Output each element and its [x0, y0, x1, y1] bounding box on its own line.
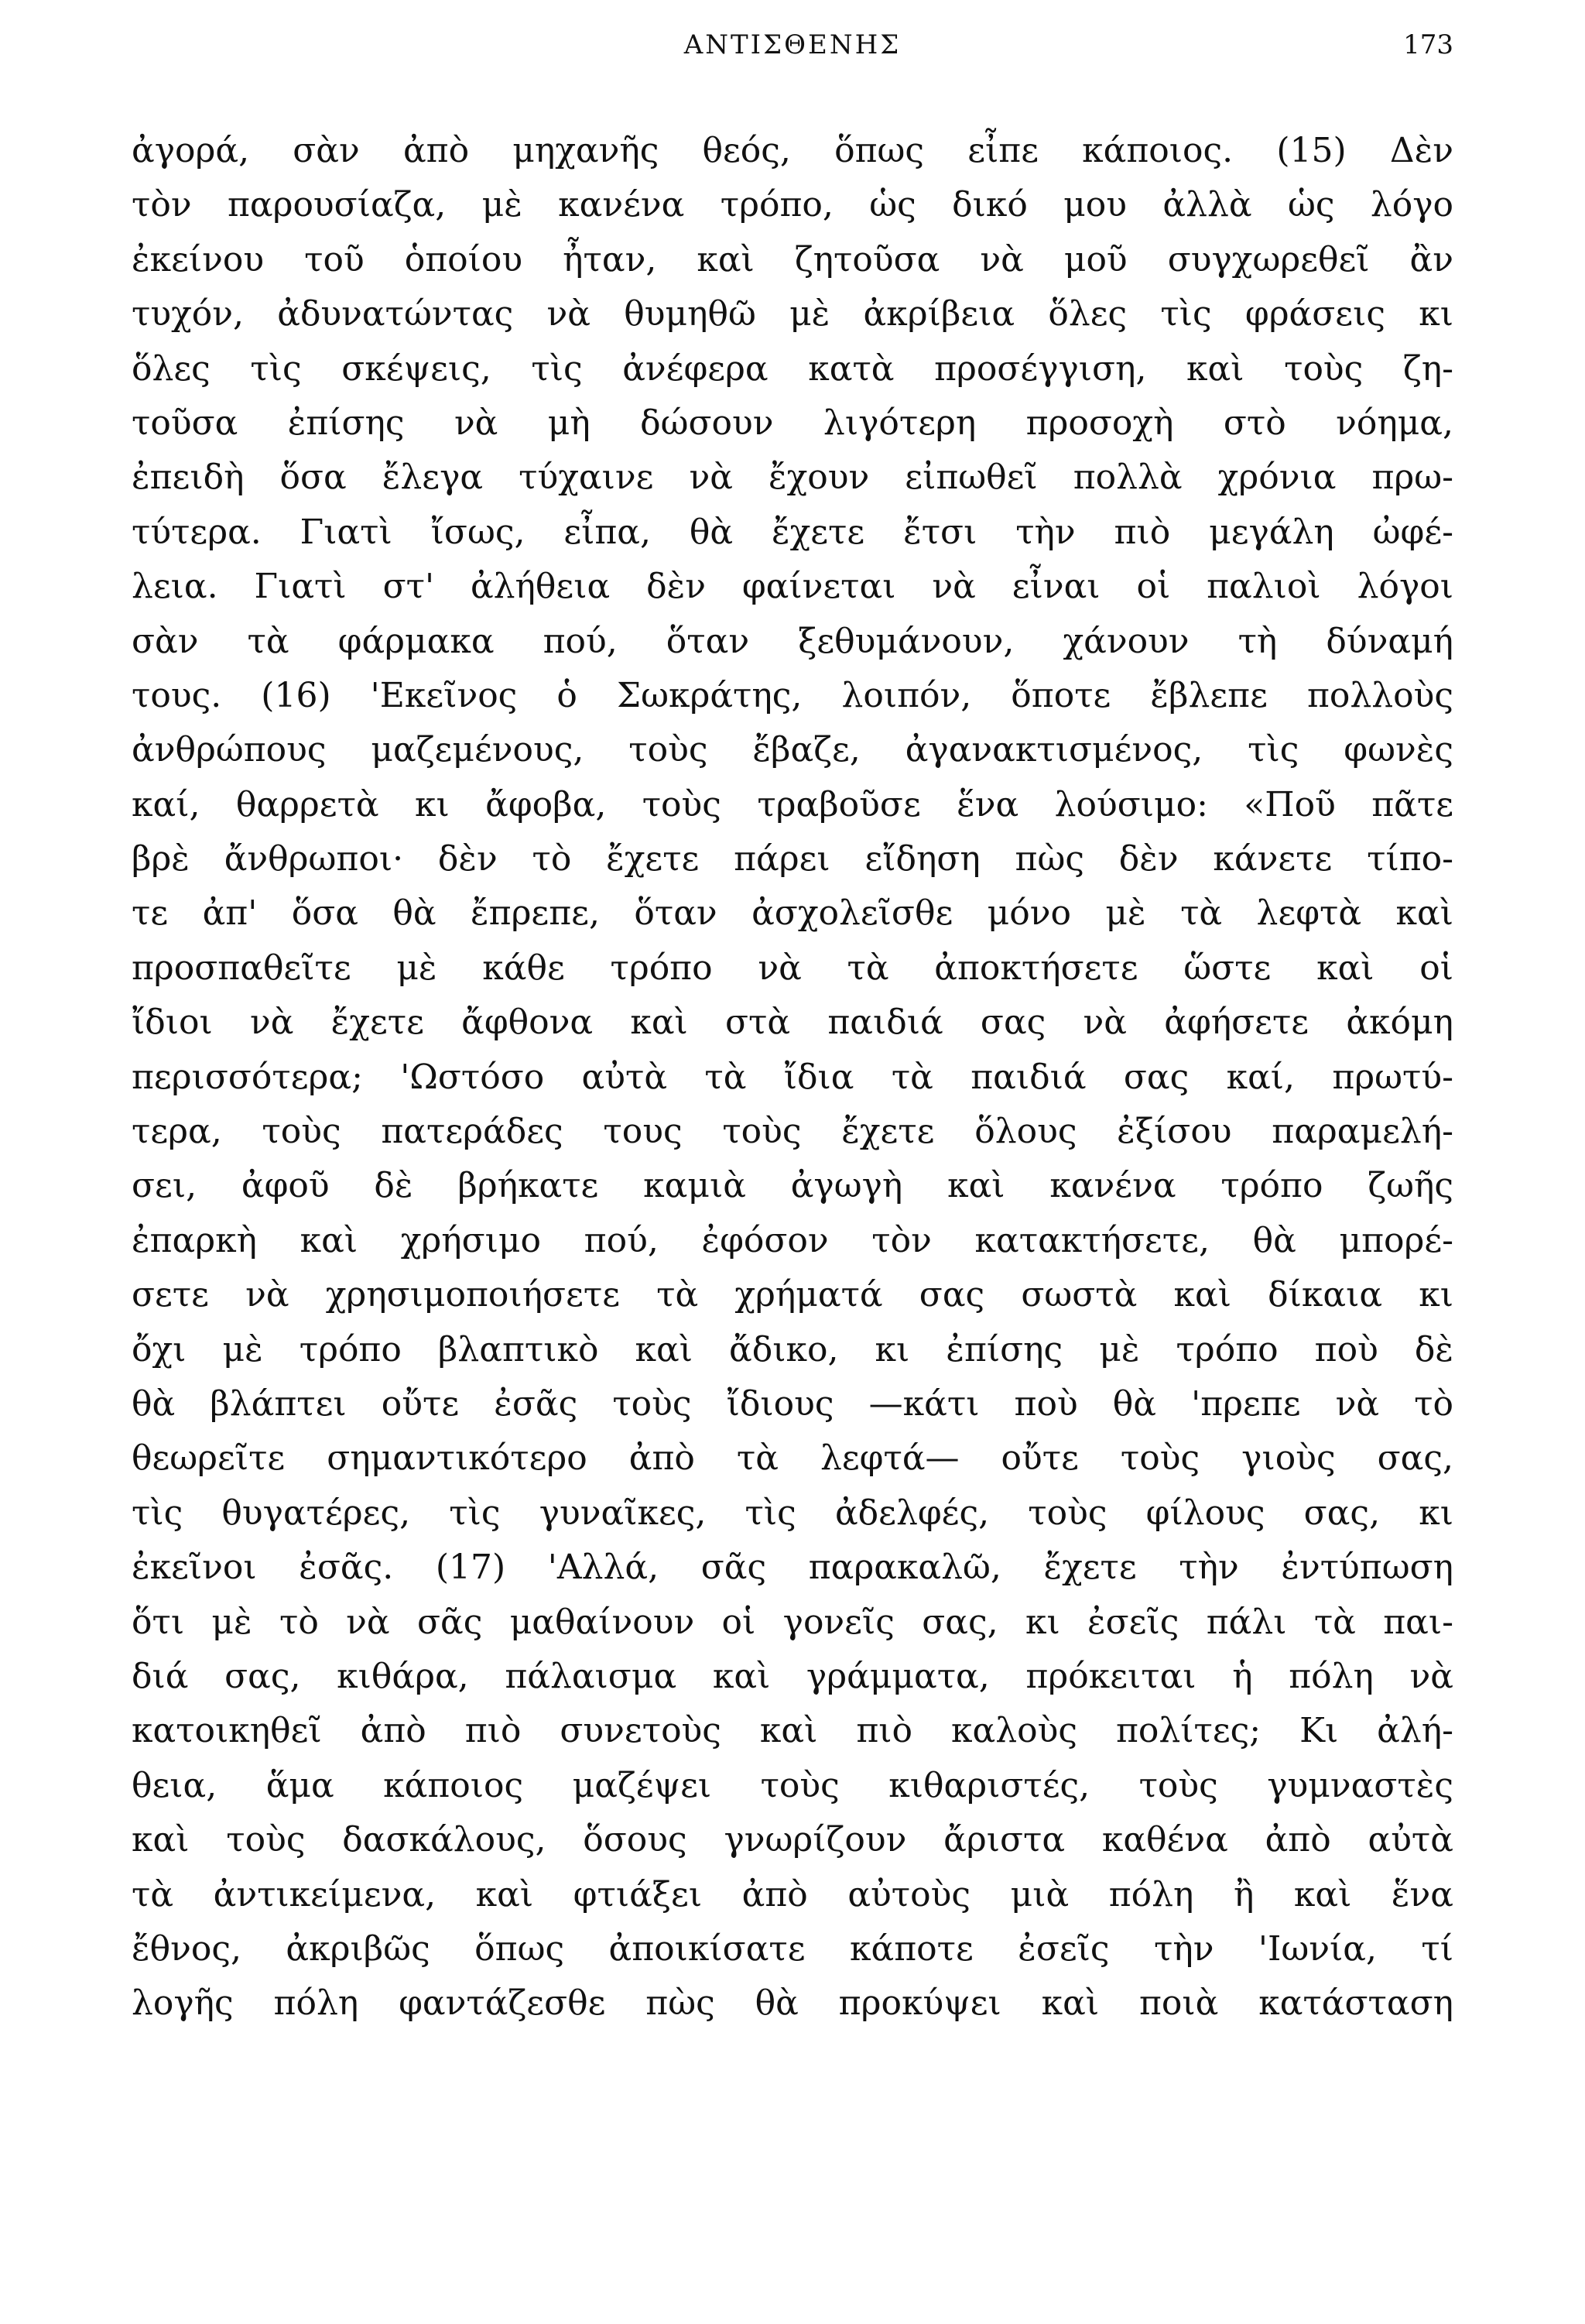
text-line: θὰ βλάπτει οὔτε ἐσᾶς τοὺς ἴδιους —κάτι ποὺ θὰ 'πρεπε νὰ τὸ: [132, 1383, 1453, 1424]
page-number: 173: [1403, 29, 1453, 60]
text-line: ἐκείνου τοῦ ὁποίου ἦταν, καὶ ζητοῦσα νὰ μοῦ συγχωρεθεῖ ἂν: [132, 239, 1453, 279]
text-line: καί, θαρρετὰ κι ἄφοβα, τοὺς τραβοῦσε ἕνα λούσιμο: «Ποῦ πᾶτε: [132, 784, 1453, 824]
text-line: θεωρεῖτε σημαντικότερο ἀπὸ τὰ λεφτά— οὔτε τοὺς γιοὺς σας,: [132, 1438, 1453, 1479]
text-line: τὰ ἀντικείμενα, καὶ φτιάξει ἀπὸ αὐτοὺς μιὰ πόλη ἢ καὶ ἕνα: [132, 1874, 1453, 1914]
body-text: [132, 124, 1453, 2031]
text-line: λογῆς πόλη φαντάζεσθε πὼς θὰ προκύψει καὶ ποιὰ κατάσταση: [132, 1983, 1453, 2024]
text-line: ἐπειδὴ ὅσα ἔλεγα τύχαινε νὰ ἔχουν εἰπωθεῖ πολλὰ χρόνια πρω-: [132, 458, 1453, 498]
text-line: τυχόν, ἀδυνατώντας νὰ θυμηθῶ μὲ ἀκρίβεια ὅλες τὶς φράσεις κι: [132, 294, 1453, 334]
text-line: βρὲ ἄνθρωποι· δὲν τὸ ἔχετε πάρει εἴδηση πὼς δὲν κάνετε τίπο-: [132, 839, 1453, 879]
text-line: κατοικηθεῖ ἀπὸ πιὸ συνετοὺς καὶ πιὸ καλοὺς πολίτες; Κι ἀλή-: [132, 1711, 1453, 1751]
text-line: τὶς θυγατέρες, τὶς γυναῖκες, τὶς ἀδελφές, τοὺς φίλους σας, κι: [132, 1493, 1453, 1533]
text-line: τε ἀπ' ὅσα θὰ ἔπρεπε, ὅταν ἀσχολεῖσθε μόνο μὲ τὰ λεφτὰ καὶ: [132, 893, 1453, 934]
text-line: ἐκεῖνοι ἐσᾶς. (17) 'Αλλά, σᾶς παρακαλῶ, ἔχετε τὴν ἐντύπωση: [132, 1548, 1453, 1588]
text-line: τὸν παρουσίαζα, μὲ κανένα τρόπο, ὡς δικό μου ἀλλὰ ὡς λόγο: [132, 185, 1453, 225]
text-line: τους. (16) 'Εκεῖνος ὁ Σωκράτης, λοιπόν, ὅποτε ἔβλεπε πολλοὺς: [132, 675, 1453, 715]
text-line: σὰν τὰ φάρμακα πού, ὅταν ξεθυμάνουν, χάνουν τὴ δύναμή: [132, 621, 1453, 661]
text-line: ἔθνος, ἀκριβῶς ὅπως ἀποικίσατε κάποτε ἐσεῖς τὴν 'Ιωνία, τί: [132, 1928, 1453, 1969]
text-line: τερα, τοὺς πατεράδες τους τοὺς ἔχετε ὅλους ἐξίσου παραμελή-: [132, 1112, 1453, 1152]
text-line: ὅλες τὶς σκέψεις, τὶς ἀνέφερα κατὰ προσέγγιση, καὶ τοὺς ζη-: [132, 348, 1453, 389]
text-line: διά σας, κιθάρα, πάλαισμα καὶ γράμματα, πρόκειται ἡ πόλη νὰ: [132, 1656, 1453, 1696]
text-line: περισσότερα; 'Ωστόσο αὐτὰ τὰ ἴδια τὰ παιδιά σας καί, πρωτύ-: [132, 1057, 1453, 1097]
text-line: σει, ἀφοῦ δὲ βρήκατε καμιὰ ἀγωγὴ καὶ κανένα τρόπο ζωῆς: [132, 1166, 1453, 1206]
text-line: λεια. Γιατὶ στ' ἀλήθεια δὲν φαίνεται νὰ εἶναι οἱ παλιοὶ λόγοι: [132, 567, 1453, 607]
text-line: τύτερα. Γιατὶ ἴσως, εἶπα, θὰ ἔχετε ἔτσι τὴν πιὸ μεγάλη ὠφέ-: [132, 512, 1453, 552]
text-line: τοῦσα ἐπίσης νὰ μὴ δώσουν λιγότερη προσοχὴ στὸ νόημα,: [132, 403, 1453, 443]
text-line: ἀνθρώπους μαζεμένους, τοὺς ἔβαζε, ἀγανακτισμένος, τὶς φωνὲς: [132, 730, 1453, 770]
text-line: καὶ τοὺς δασκάλους, ὅσους γνωρίζουν ἄριστα καθένα ἀπὸ αὐτὰ: [132, 1820, 1453, 1860]
running-title: ΑΝΤΙΣΘΕΝΗΣ: [683, 29, 902, 60]
text-line: θεια, ἅμα κάποιος μαζέψει τοὺς κιθαριστές, τοὺς γυμναστὲς: [132, 1765, 1453, 1805]
text-line: ὅτι μὲ τὸ νὰ σᾶς μαθαίνουν οἱ γονεῖς σας, κι ἐσεῖς πάλι τὰ παι-: [132, 1602, 1453, 1642]
text-line: ἴδιοι νὰ ἔχετε ἄφθονα καὶ στὰ παιδιά σας νὰ ἀφήσετε ἀκόμη: [132, 1003, 1453, 1043]
text-line: ἀγορά, σὰν ἀπὸ μηχανῆς θεός, ὅπως εἶπε κάποιος. (15) Δὲν: [132, 131, 1453, 170]
running-head: [132, 29, 1453, 76]
text-line: προσπαθεῖτε μὲ κάθε τρόπο νὰ τὰ ἀποκτήσετε ὥστε καὶ οἱ: [132, 948, 1453, 988]
text-line: ὄχι μὲ τρόπο βλαπτικὸ καὶ ἄδικο, κι ἐπίσης μὲ τρόπο ποὺ δὲ: [132, 1329, 1453, 1369]
text-line: ἐπαρκὴ καὶ χρήσιμο πού, ἐφόσον τὸν κατακτήσετε, θὰ μπορέ-: [132, 1220, 1453, 1260]
text-line: σετε νὰ χρησιμοποιήσετε τὰ χρήματά σας σωστὰ καὶ δίκαια κι: [132, 1275, 1453, 1315]
